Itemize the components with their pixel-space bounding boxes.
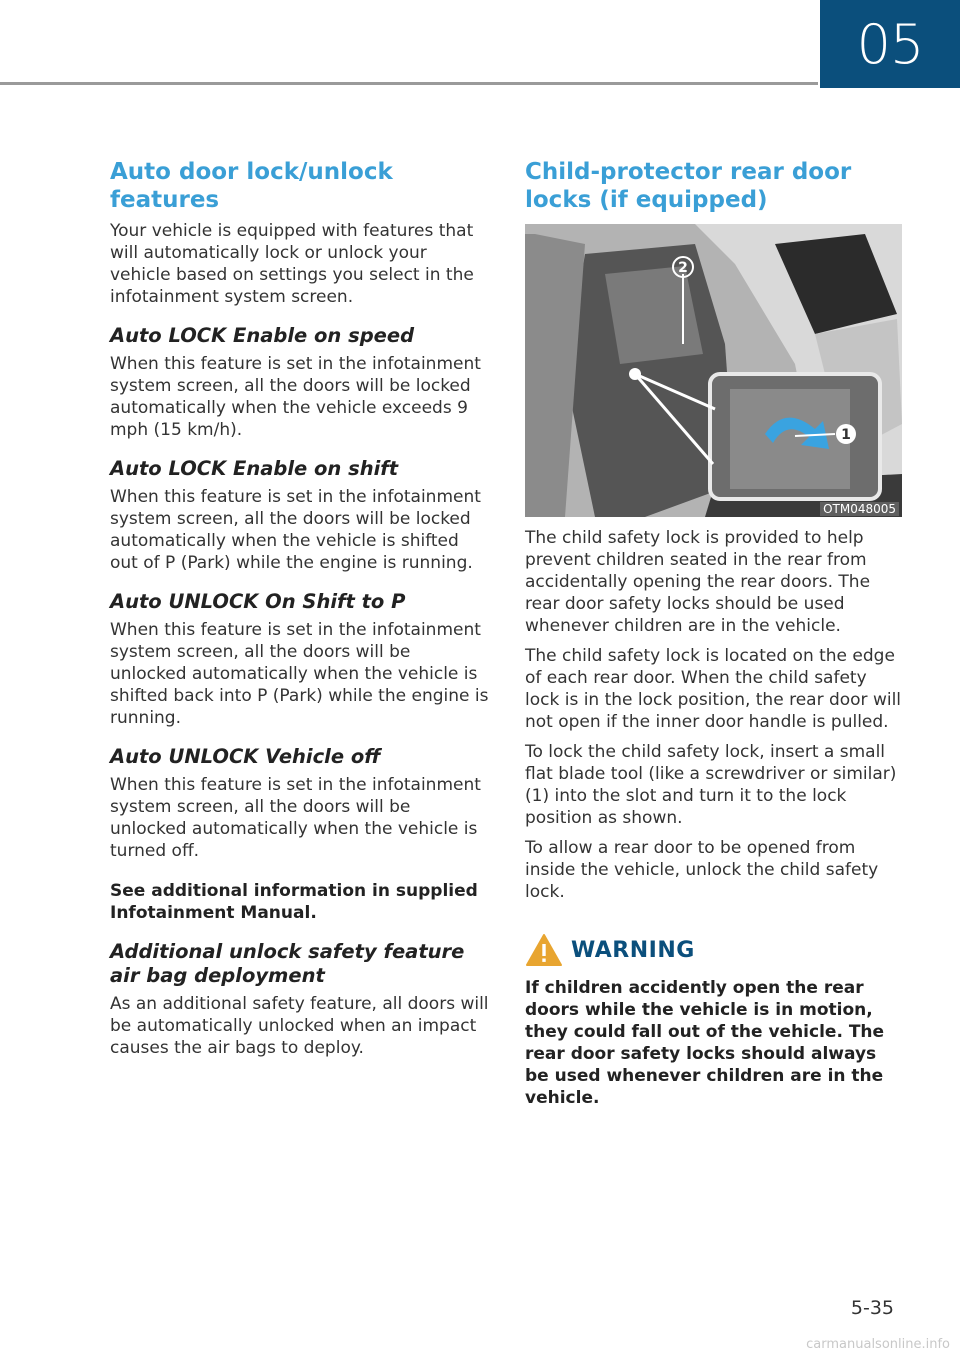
callout-2-label: 2: [678, 260, 688, 276]
subheading-airbag-unlock: Additional unlock safety feature air bag deployment: [110, 940, 465, 987]
subheading-unlock-shift-to-p: Auto UNLOCK On Shift to P: [110, 590, 406, 613]
intro-text: Your vehicle is equipped with features that will automatically lock or unlock your vehicle based on settings you select in the infotainment system screen.: [110, 221, 474, 307]
warning-header: [525, 933, 905, 967]
subheading-unlock-vehicle-off: Auto UNLOCK Vehicle off: [110, 745, 381, 768]
child-lock-paragraph-3: To lock the child safety lock, insert a small flat blade tool (like a screwdriver or similar) (1) into the slot and turn it to the lock position as shown.: [525, 742, 897, 828]
rear-door-illustration: [525, 224, 902, 517]
section-title-child-protector: Child-protector rear door locks (if equipped): [525, 159, 852, 213]
subheading-lock-on-shift: Auto LOCK Enable on shift: [110, 457, 399, 480]
watermark: carmanualsonline.info: [806, 1337, 950, 1352]
left-column: [110, 158, 490, 1067]
right-column: [525, 158, 905, 1109]
subheading-lock-on-speed: Auto LOCK Enable on speed: [110, 324, 415, 347]
rear-door-figure: [525, 224, 902, 517]
header-rule: [0, 82, 818, 85]
warning-text: If children accidently open the rear doors while the vehicle is in motion, they could fall out of the vehicle. The rear door safety locks should always be used whenever children are in the vehicle.: [525, 978, 885, 1108]
warning-triangle-icon: [525, 933, 563, 967]
child-lock-paragraph-1: The child safety lock is provided to help prevent children seated in the rear from accidentally opening the rear doors. The rear door safety locks should be used whenever children are in the vehicle.: [525, 528, 871, 636]
child-lock-paragraph-4: To allow a rear door to be opened from inside the vehicle, unlock the child safety lock.: [525, 838, 879, 902]
text-airbag-unlock: As an additional safety feature, all doors will be automatically unlocked when an impact causes the air bags to deploy.: [110, 994, 489, 1058]
callout-2-badge: [672, 256, 694, 278]
child-lock-paragraph-2: The child safety lock is located on the edge of each rear door. When the child safety lock is in the lock position, the rear door will not open if the inner door handle is pulled.: [525, 646, 902, 732]
infotainment-note: See additional information in supplied Infotainment Manual.: [110, 881, 478, 923]
callout-1-label: 1: [841, 427, 851, 443]
chapter-tab: 05: [820, 0, 960, 88]
text-unlock-vehicle-off: When this feature is set in the infotainment system screen, all the doors will be unlocked automatically when the vehicle is turned off.: [110, 775, 481, 861]
figure-code: OTM048005: [820, 502, 899, 516]
text-lock-on-shift: When this feature is set in the infotainment system screen, all the doors will be locked automatically when the vehicle is shifted out of P (Park) while the engine is running.: [110, 487, 481, 573]
section-title-auto-door-lock: Auto door lock/unlock features: [110, 159, 393, 213]
text-unlock-shift-to-p: When this feature is set in the infotainment system screen, all the doors will be unlocked automatically when the vehicle is shifted back into P (Park) while the engine is running.: [110, 620, 489, 728]
warning-title: WARNING: [571, 937, 695, 963]
callout-1-badge: [835, 423, 857, 445]
page-number: 5-35: [850, 1297, 894, 1319]
text-lock-on-speed: When this feature is set in the infotainment system screen, all the doors will be locked automatically when the vehicle exceeds 9 mph (15 km/h).: [110, 354, 481, 440]
